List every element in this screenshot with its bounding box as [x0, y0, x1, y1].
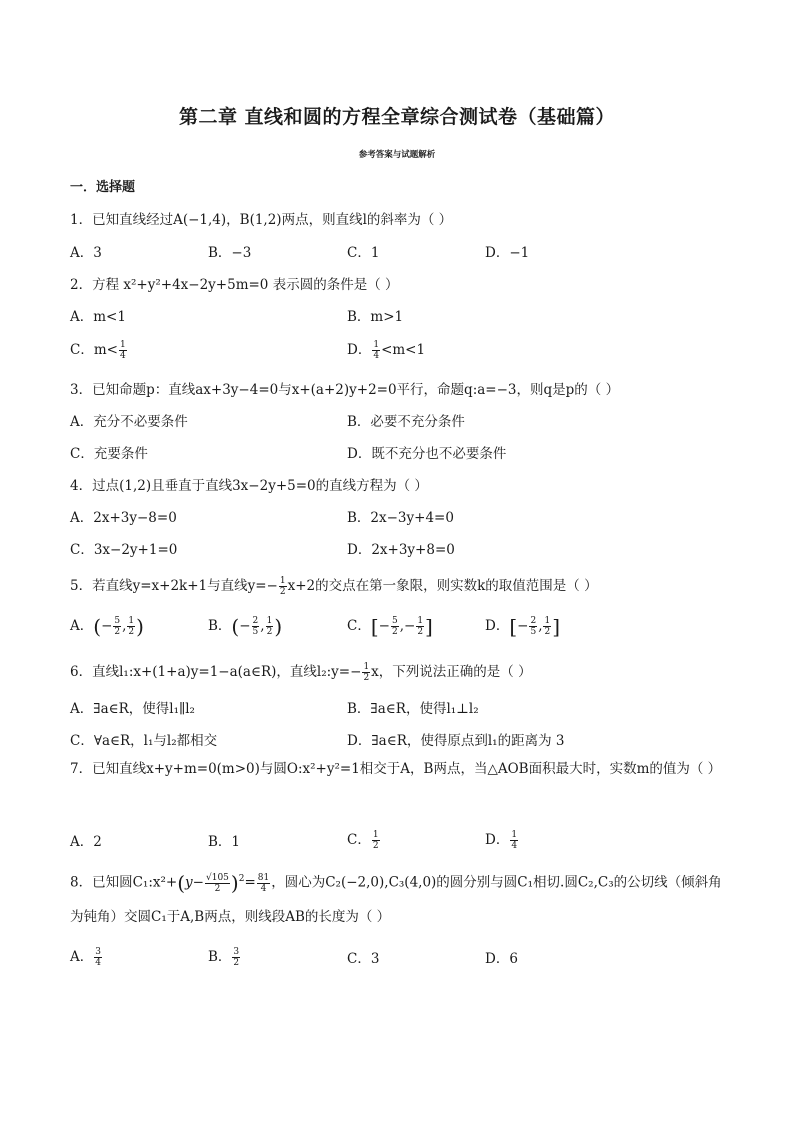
fraction — [391, 616, 399, 637]
fraction-numerator: 1 — [279, 576, 286, 586]
q5-option-d: D．[− $\frac{2}{5}$ , $\frac{1}{2}$ ] — [485, 614, 561, 639]
option-label: C． — [347, 832, 371, 848]
fraction-denominator: 2 — [363, 673, 370, 683]
q8-stem-part-1: 8．已知圆C₁:x²+ — [70, 874, 178, 891]
question-7-stem: 7．已知直线x+y+m=0(m>0)与圆O:x²+y²=1相交于A，B两点，当△AOB面积最大时，实数m的值为（ ） — [70, 761, 722, 777]
q2-option-a: A．m<1 — [70, 309, 126, 325]
document-subtitle: 参考答案与试题解析 — [358, 150, 436, 160]
fraction-denominator: 5 — [252, 627, 259, 637]
q6-option-b: B．∃a∈R，使得l₁⊥l₂ — [347, 701, 479, 717]
q2-option-d — [347, 338, 425, 361]
minus-sign: − — [404, 618, 416, 634]
open-paren: ( — [177, 871, 186, 895]
q7-option-a: A．2 — [70, 834, 102, 850]
close-bracket: ) — [274, 614, 283, 639]
fraction — [113, 616, 121, 637]
q2-option-c-fraction — [119, 340, 127, 361]
fraction — [529, 616, 537, 637]
q8-root-fraction — [205, 873, 230, 894]
fraction-numerator: 1 — [511, 830, 518, 840]
fraction-denominator: 4 — [119, 351, 126, 361]
q3-option-c: C．充要条件 — [70, 446, 148, 462]
minus-sign: − — [101, 618, 113, 634]
fraction-denominator: 2 — [391, 627, 398, 637]
q6-stem-part-2: x，下列说法正确的是（ ） — [371, 664, 532, 680]
q7-option-c — [347, 828, 381, 851]
q6-stem-fraction — [362, 662, 370, 683]
fraction-numerator: 1 — [544, 616, 551, 626]
fraction — [266, 616, 274, 637]
q5-option-a: A．(− $\frac{5}{2}$ , $\frac{1}{2}$ ) — [70, 614, 144, 639]
question-5-stem — [70, 574, 598, 597]
option-label: B． — [208, 618, 232, 634]
question-4-stem: 4．过点(1,2)且垂直于直线3x−2y+5=0的直线方程为（ ） — [70, 478, 428, 494]
fraction-numerator: 81 — [257, 872, 270, 883]
fraction-denominator: 5 — [530, 627, 537, 637]
q1-option-b: B．−3 — [208, 245, 252, 261]
q2-option-d-tail: <m<1 — [381, 342, 426, 358]
fraction-denominator: 2 — [233, 958, 240, 968]
fraction-denominator: 4 — [260, 883, 267, 894]
fraction — [252, 616, 260, 637]
q1-option-d: D．−1 — [485, 245, 530, 261]
open-bracket: ( — [231, 614, 240, 639]
fraction-numerator: 1 — [373, 340, 380, 350]
question-8-stem: 8．已知圆C₁:x²+(y− $\frac{√105}{2}$ )$^2$= $\frac{81}{4}$ ，圆心为C₂(−2,0),C₃(4,0)的圆分别与圆C₁相切.圆C₂,C₃的公切线（倾斜角为钝角）交圆C₁于A,B两点，则线段AB的长度为（ ） — [70, 871, 722, 925]
q4-option-a: A．2x+3y−8=0 — [70, 510, 177, 526]
q2-option-c — [70, 338, 128, 361]
q6-option-a: A．∃a∈R，使得l₁∥l₂ — [70, 701, 195, 717]
fraction-numerator: 5 — [114, 616, 121, 626]
fraction — [127, 616, 135, 637]
q3-option-a: A．充分不必要条件 — [70, 414, 188, 430]
open-bracket: [ — [370, 614, 379, 639]
q8-option-c: C．3 — [347, 951, 380, 967]
fraction-numerator: 1 — [363, 662, 370, 672]
q8-stem-part-2: ，圆心为C₂(−2,0),C₃(4,0)的圆分别与圆C₁相切.圆C₂,C₃的公切线（倾斜角为钝角）交圆C₁于A,B两点，则线段AB的长度为（ ） — [70, 874, 722, 925]
question-1-stem: 1．已知直线经过A(−1,4)，B(1,2)两点，则直线l的斜率为（ ） — [70, 212, 453, 228]
fraction-numerator: 1 — [417, 616, 424, 626]
fraction — [543, 616, 551, 637]
close-bracket: ] — [552, 614, 561, 639]
fraction-numerator: 3 — [233, 947, 240, 957]
q3-option-d: D．既不充分也不必要条件 — [347, 446, 507, 462]
q3-option-b: B．必要不充分条件 — [347, 414, 465, 430]
fraction-numerator: 1 — [119, 340, 126, 350]
option-label: D． — [485, 618, 510, 634]
q8-rhs-fraction — [257, 873, 270, 894]
question-2-stem: 2．方程 x²+y²+4x−2y+5m=0 表示圆的条件是（ ） — [70, 277, 399, 293]
q6-option-c: C．∀a∈R，l₁与l₂都相交 — [70, 733, 218, 749]
q6-stem-part-1: 6．直线l₁:x+(1+a)y=1−a(a∈R)，直线l₂:y=− — [70, 664, 362, 680]
fraction-denominator: 2 — [114, 627, 121, 637]
open-bracket: ( — [93, 614, 102, 639]
fraction — [94, 947, 102, 968]
option-label: D． — [485, 832, 510, 848]
q2-option-b: B．m>1 — [347, 309, 404, 325]
exponent: 2 — [238, 874, 245, 884]
fraction-denominator: 4 — [373, 351, 380, 361]
close-bracket: ] — [425, 614, 433, 639]
q4-option-b: B．2x−3y+4=0 — [347, 510, 454, 526]
q4-option-c: C．3x−2y+1=0 — [70, 542, 178, 558]
q8-option-a — [70, 945, 103, 968]
fraction — [372, 830, 380, 851]
q2-option-c-label: C．m< — [70, 342, 118, 358]
minus-sign: − — [517, 618, 529, 634]
q2-option-d-fraction — [372, 340, 380, 361]
q6-option-d: D．∃a∈R，使得原点到l₁的距离为 3 — [347, 733, 565, 749]
q5-option-b: B．(− $\frac{2}{5}$ , $\frac{1}{2}$ ) — [208, 614, 283, 639]
fraction-numerator: 1 — [266, 616, 273, 626]
q7-option-d — [485, 828, 519, 851]
q2-option-d-label: D． — [347, 342, 372, 358]
option-label: A． — [70, 949, 94, 965]
fraction — [510, 830, 518, 851]
fraction-denominator: 2 — [266, 627, 273, 637]
question-3-stem: 3．已知命题p：直线ax+3y−4=0与x+(a+2)y+2=0平行，命题q:a=−3，则q是p的（ ） — [70, 382, 620, 398]
q1-option-a: A．3 — [70, 245, 102, 261]
q8-option-b — [208, 945, 241, 968]
fraction-numerator: 5 — [391, 616, 398, 626]
document-title: 第二章 直线和圆的方程全章综合测试卷（基础篇） — [178, 106, 616, 128]
fraction-denominator: 2 — [128, 627, 135, 637]
open-bracket: [ — [509, 614, 518, 639]
option-label: A． — [70, 618, 94, 634]
section-heading: 一．选择题 — [70, 180, 136, 195]
fraction-denominator: 2 — [417, 627, 424, 637]
fraction-numerator: 2 — [530, 616, 537, 626]
fraction-denominator: 2 — [372, 841, 379, 851]
fraction-denominator: 4 — [511, 841, 518, 851]
question-6-stem — [70, 660, 532, 683]
fraction-denominator: 2 — [279, 587, 286, 597]
fraction-numerator: √105 — [205, 872, 229, 883]
q8-option-d: D．6 — [485, 951, 518, 967]
q5-stem-part-2: x+2的交点在第一象限，则实数k的取值范围是（ ） — [287, 578, 598, 594]
q1-option-c: C．1 — [347, 245, 380, 261]
option-label: C． — [347, 618, 371, 634]
q5-stem-part-1: 5．若直线y=x+2k+1与直线y=− — [70, 578, 278, 594]
close-paren: ) — [230, 871, 239, 895]
fraction-numerator: 3 — [95, 947, 101, 957]
fraction-denominator: 2 — [214, 883, 221, 894]
fraction-numerator: 2 — [252, 616, 259, 626]
q5-option-c: C．[− $\frac{5}{2}$ ,− $\frac{1}{2}$ ] — [347, 614, 433, 639]
fraction-numerator: 1 — [128, 616, 135, 626]
q5-stem-fraction — [279, 576, 287, 597]
fraction-numerator: 1 — [372, 830, 379, 840]
fraction-denominator: 2 — [544, 627, 551, 637]
q4-option-d: D．2x+3y+8=0 — [347, 542, 455, 558]
close-bracket: ) — [136, 614, 144, 639]
option-label: B． — [208, 949, 232, 965]
minus-sign: − — [378, 618, 390, 634]
fraction — [416, 616, 424, 637]
fraction — [232, 947, 240, 968]
q7-option-b: B．1 — [208, 834, 241, 850]
minus-sign: − — [239, 618, 251, 634]
fraction-denominator: 4 — [95, 958, 101, 968]
